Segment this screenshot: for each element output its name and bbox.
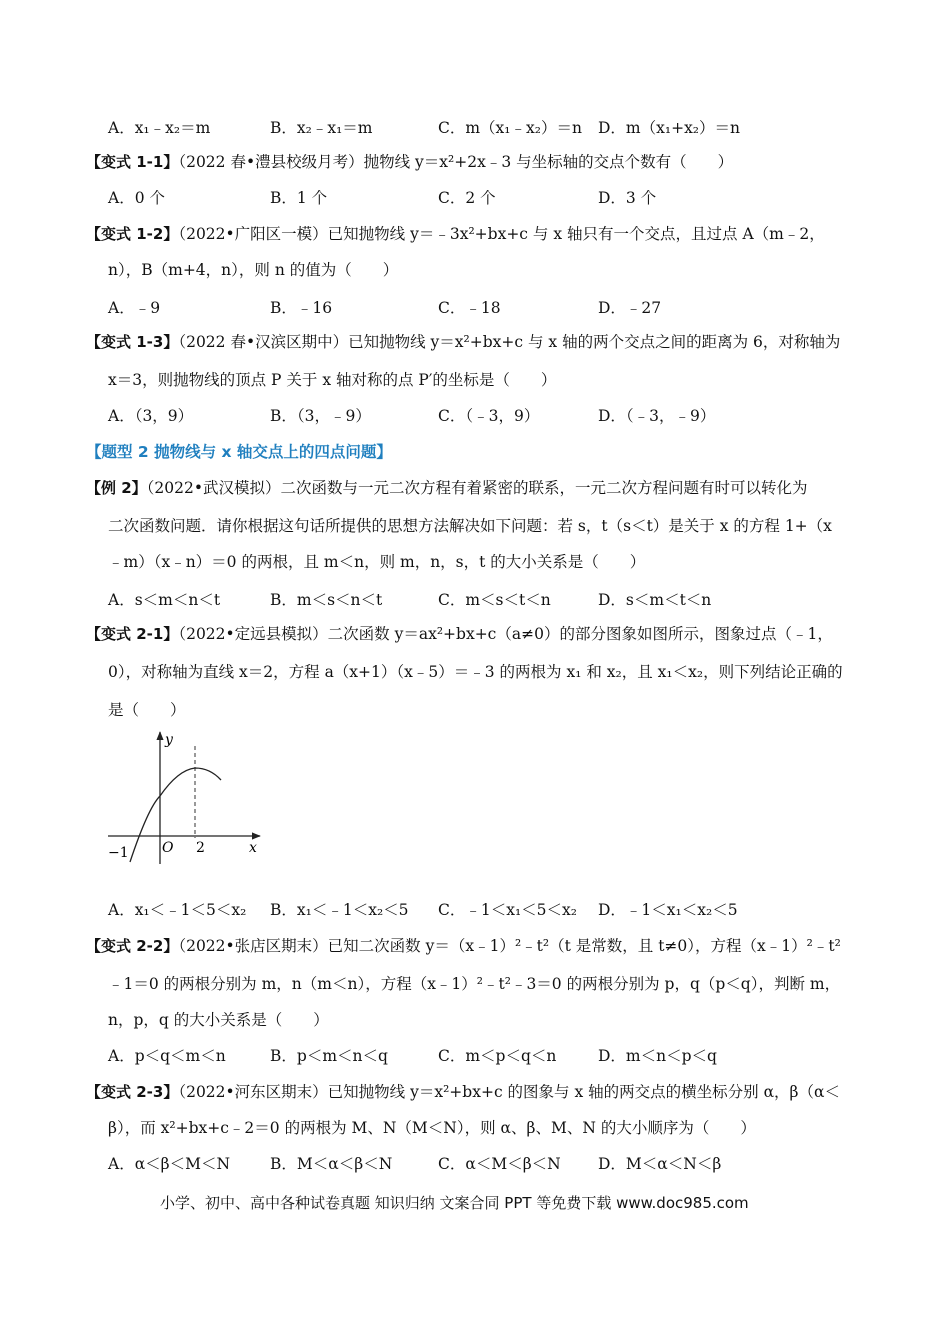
option-d: D．m（x₁+x₂）＝n: [598, 119, 741, 137]
question-tag: 【例 2】: [86, 479, 147, 497]
option-a: A．α＜β＜M＜N: [108, 1155, 231, 1173]
option-d: D．（﹣3，﹣9）: [598, 407, 716, 425]
question-tag: 【变式 2-1】: [86, 625, 179, 643]
parabola-curve: [130, 768, 221, 862]
question-tag: 【变式 1-3】: [86, 333, 179, 351]
question-tag: 【变式 2-3】: [86, 1083, 179, 1101]
question-text-line3: n，p，q 的大小关系是（ ）: [108, 1011, 329, 1029]
option-d: D．M＜α＜N＜β: [598, 1155, 722, 1173]
neg-one-label: −1: [108, 845, 129, 861]
option-b: B．﹣16: [270, 299, 333, 317]
question-text-line1: （2022•张店区期末）已知二次函数 y＝（x﹣1）²﹣t²（t 是常数，且 t≠0），方程（x﹣1）²﹣t²: [178, 937, 841, 955]
question-text-line2: ﹣1＝0 的两根分别为 m，n（m＜n），方程（x﹣1）²﹣t²﹣3＝0 的两根分别为 p，q（p＜q），判断 m，: [108, 975, 841, 993]
question-text-line1: （2022 春•汉滨区期中）已知抛物线 y＝x²+bx+c 与 x 轴的两个交点之间的距离为 6，对称轴为: [178, 333, 841, 351]
option-a: A．（3，9）: [108, 407, 194, 425]
option-b: B．（3，﹣9）: [270, 407, 371, 425]
question-text-line3: ﹣m）（x﹣n）＝0 的两根，且 m＜n，则 m，n，s，t 的大小关系是（ ）: [108, 553, 646, 571]
variant-2-3-options: [108, 1154, 868, 1176]
variant-2-1-options: [108, 900, 868, 922]
question-tag: 【变式 2-2】: [86, 937, 179, 955]
variant-1-3-question: [86, 332, 840, 352]
example-2-options: [108, 590, 868, 612]
variant-1-2-question: [86, 224, 825, 244]
variant-1-3-options: [108, 406, 868, 428]
x-axis-label: x: [249, 840, 257, 856]
two-label: 2: [196, 840, 205, 856]
option-d: D．s＜m＜t＜n: [598, 591, 712, 609]
option-c: C．α＜M＜β＜N: [438, 1155, 561, 1173]
option-a: A．p＜q＜m＜n: [108, 1047, 226, 1065]
question-text-line1: （2022•定远县模拟）二次函数 y＝ax²+bx+c（a≠0）的部分图象如图所示，图象过点（﹣1，: [178, 625, 833, 643]
question-tag: 【变式 1-1】: [86, 153, 179, 171]
option-a: A．﹣9: [108, 299, 161, 317]
page-footer: 小学、初中、高中各种试卷真题 知识归纳 文案合同 PPT 等免费下载 www.doc985.com: [160, 1194, 749, 1212]
option-b: B．x₂﹣x₁＝m: [270, 119, 373, 137]
variant-1-2-options: [108, 298, 868, 320]
question-text-line3: 是（ ）: [108, 701, 186, 719]
y-axis-label: y: [165, 732, 173, 748]
variant-1-1-options: [108, 188, 868, 210]
parabola-graph: [100, 726, 270, 868]
option-d: D．﹣27: [598, 299, 662, 317]
question-text: （2022 春•澧县校级月考）抛物线 y＝x²+2x﹣3 与坐标轴的交点个数有（ ）: [178, 153, 734, 171]
variant-2-1-question: [86, 624, 833, 644]
option-b: B．1 个: [270, 189, 328, 207]
question-text-line1: （2022•武汉模拟）二次函数与一元二次方程有着紧密的联系，一元二次方程问题有时可以转化为: [146, 479, 808, 497]
variant-1-1-question: [86, 152, 733, 172]
option-c: C．2 个: [438, 189, 496, 207]
option-d: D．﹣1＜x₁＜x₂＜5: [598, 901, 738, 919]
option-c: C．m＜p＜q＜n: [438, 1047, 557, 1065]
question-text-line2: β），而 x²+bx+c﹣2＝0 的两根为 M、N（M＜N），则 α、β、M、N 的大小顺序为（ ）: [108, 1119, 756, 1137]
option-a: A．x₁﹣x₂＝m: [108, 119, 211, 137]
question-text-line2: n），B（m+4，n），则 n 的值为（ ）: [108, 261, 399, 279]
variant-2-3-question: [86, 1082, 840, 1102]
option-b: B．m＜s＜n＜t: [270, 591, 383, 609]
example-2-question: [86, 478, 808, 498]
option-c: C．m＜s＜t＜n: [438, 591, 551, 609]
option-b: B．x₁＜﹣1＜x₂＜5: [270, 901, 409, 919]
question-text-line1: （2022•河东区期末）已知抛物线 y＝x²+bx+c 的图象与 x 轴的两交点的横坐标分别 α，β（α＜: [178, 1083, 840, 1101]
option-d: D．m＜n＜p＜q: [598, 1047, 717, 1065]
section-heading: 【题型 2 抛物线与 x 轴交点上的四点问题】: [86, 443, 392, 461]
question-text-line2: 0），对称轴为直线 x＝2，方程 a（x+1）（x﹣5）＝﹣3 的两根为 x₁ 和 x₂，且 x₁＜x₂，则下列结论正确的: [108, 663, 843, 681]
top-options: [108, 118, 868, 140]
option-b: B．M＜α＜β＜N: [270, 1155, 393, 1173]
question-tag: 【变式 1-2】: [86, 225, 179, 243]
question-text-line2: 二次函数问题．请你根据这句话所提供的思想方法解决如下问题：若 s，t（s＜t）是关于 x 的方程 1+（x: [108, 517, 832, 535]
option-c: C．（﹣3，9）: [438, 407, 540, 425]
variant-2-2-question: [86, 936, 841, 956]
option-a: A．0 个: [108, 189, 165, 207]
question-text-line1: （2022•广阳区一模）已知抛物线 y＝﹣3x²+bx+c 与 x 轴只有一个交点，且过点 A（m﹣2，: [178, 225, 825, 243]
option-d: D．3 个: [598, 189, 657, 207]
option-b: B．p＜m＜n＜q: [270, 1047, 388, 1065]
option-c: C．﹣1＜x₁＜5＜x₂: [438, 901, 577, 919]
variant-2-2-options: [108, 1046, 868, 1068]
question-text-line2: x＝3，则抛物线的顶点 P 关于 x 轴对称的点 P′的坐标是（ ）: [108, 371, 557, 389]
option-c: C．﹣18: [438, 299, 501, 317]
option-c: C．m（x₁﹣x₂）＝n: [438, 119, 582, 137]
origin-label: O: [162, 840, 174, 856]
option-a: A．x₁＜﹣1＜5＜x₂: [108, 901, 247, 919]
option-a: A．s＜m＜n＜t: [108, 591, 221, 609]
